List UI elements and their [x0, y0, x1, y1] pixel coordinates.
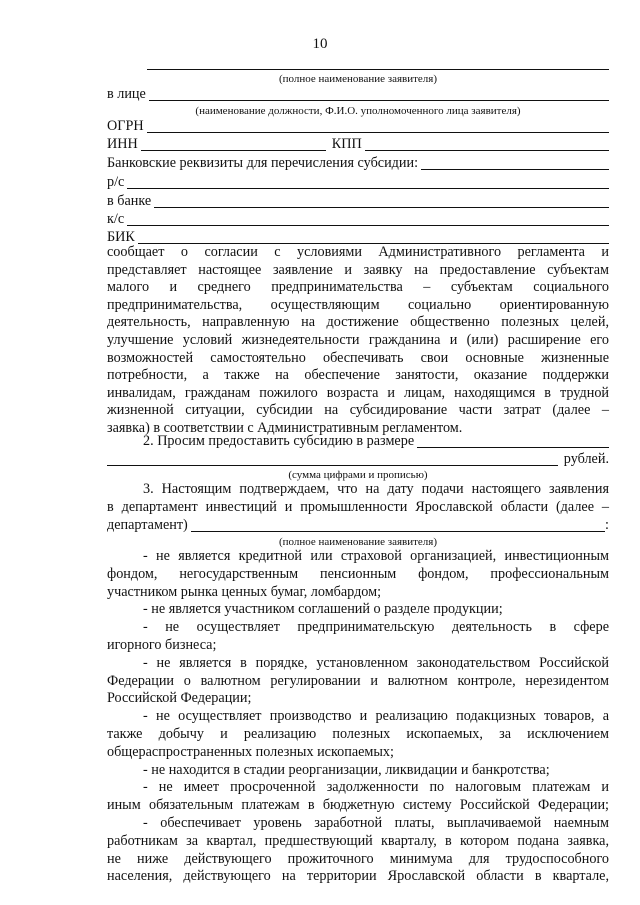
applicant-name-field — [147, 56, 609, 70]
text-line: предпринимательства, осуществляющим социально ориентированную — [107, 296, 609, 313]
applicant-full-name-caption: (полное наименование заявителя) — [278, 536, 438, 548]
conditions-list — [107, 548, 609, 886]
text-line: потребности, а также на обеспечение занятости, оказание поддержки — [107, 367, 609, 384]
condition-line: также добычу и реализацию полезных ископаемых, за исключением — [107, 725, 609, 742]
subsidy-amount-field — [417, 434, 609, 448]
text-line: инвалидам, гражданам пожилого возраста и лицам, находящимся в трудной — [107, 384, 609, 401]
condition-line: работникам за квартал, предшествующий кварталу, в котором подана заявка, — [107, 832, 609, 849]
ks-field — [127, 212, 609, 226]
condition-line: Российской Федерации; — [107, 690, 252, 707]
item2-text: 2. Просим предоставить субсидию в размере — [143, 433, 415, 449]
item3-paragraph — [107, 481, 609, 516]
condition-line: общераспространенных полезных ископаемых; — [107, 743, 394, 760]
text-line: деятельность, направленную на достижение общественно полезных целей, — [107, 314, 609, 331]
condition-line: - не является в порядке, установленном законодательством Российской — [143, 654, 609, 671]
ogrn-label: ОГРН — [107, 118, 144, 134]
bank-line — [107, 192, 609, 211]
official-caption: (наименование должности, Ф.И.О. уполномоченного лица заявителя) — [195, 105, 521, 117]
applicant-name-line — [107, 54, 609, 73]
in-person-line — [107, 85, 609, 104]
amount-caption: (сумма цифрами и прописью) — [288, 469, 428, 481]
colon-label: : — [605, 517, 609, 533]
condition-line: участником рынка ценных бумаг, ломбардом; — [107, 583, 382, 600]
condition-line: не ниже действующего прожиточного минимума для трудоспособного — [107, 850, 609, 867]
subsidy-amount-words-field — [107, 452, 558, 466]
text-line: сообщает о согласии с условиями Административного регламента и — [107, 244, 609, 260]
condition-line: - не осуществляет предпринимательскую деятельность в сфере — [143, 619, 609, 636]
in-person-field — [149, 87, 609, 101]
text-line: в департамент инвестиций и промышленности Ярославской области (далее – — [107, 498, 609, 515]
inn-field — [141, 137, 326, 151]
condition-line: игорного бизнеса; — [107, 636, 217, 653]
inn-kpp-line — [107, 135, 609, 154]
kpp-label: КПП — [331, 136, 362, 152]
bik-field — [138, 230, 609, 244]
condition-line: - не осуществляет производство и реализацию подакцизных товаров, а — [143, 708, 609, 725]
condition-line: иным обязательным платежам в бюджетную систему Российской Федерации; — [107, 797, 609, 814]
bank-details-field — [421, 156, 609, 170]
text-line: представляет настоящее заявление и заявку на предоставление субъектам — [107, 261, 609, 278]
ogrn-field — [147, 119, 609, 133]
condition-line: - не является участником соглашений о разделе продукции; — [143, 601, 503, 618]
condition-line: - обеспечивает уровень заработной платы, выплачиваемой наемным — [143, 814, 609, 831]
condition-line: фондом, негосударственным пенсионным фондом, профессиональным — [107, 565, 609, 582]
text-line: малого и среднего предпринимательства – субъектам социального — [107, 279, 609, 296]
page-number: 10 — [312, 36, 328, 52]
item2-amount-line — [107, 450, 609, 469]
in-person-label: в лице — [107, 86, 146, 102]
condition-line: - не имеет просроченной задолженности по налоговым платежам и — [143, 779, 609, 796]
inn-label: ИНН — [107, 136, 138, 152]
bik-label: БИК — [107, 229, 135, 245]
condition-line: - не является кредитной или страховой организацией, инвестиционным — [143, 548, 609, 564]
bank-details-line — [107, 154, 609, 173]
bank-field — [154, 194, 609, 208]
applicant-caption: (полное наименование заявителя) — [278, 73, 438, 85]
ks-label: к/с — [107, 211, 125, 227]
text-line: возможностей самостоятельно обеспечивать свои основные жизненные — [107, 349, 609, 366]
department-label: департамент) — [107, 517, 188, 533]
item2-line — [143, 432, 609, 451]
condition-line: населения, действующего на территории Ярославской области в квартале, — [107, 868, 609, 885]
text-line: заявка) в соответствии с Административным регламентом. — [107, 419, 463, 436]
rs-label: р/с — [107, 174, 125, 190]
condition-line: Федерации о валютном регулировании и валютном контроле, нерезидентом — [107, 672, 609, 689]
kpp-field — [365, 137, 609, 151]
rubles-label: рублей. — [563, 451, 609, 467]
text-line: улучшение условий жизнедеятельности гражданина и (или) расширение его — [107, 331, 609, 348]
bank-label: в банке — [107, 193, 152, 209]
ogrn-line — [107, 117, 609, 136]
text-line: жизненной ситуации, субсидии на субсидирование части затрат (далее – — [107, 402, 609, 419]
rs-field — [127, 175, 609, 189]
item3-department-line — [107, 516, 609, 535]
rs-line — [107, 173, 609, 192]
intro-paragraph — [107, 244, 609, 438]
applicant-full-name-field — [191, 518, 605, 532]
bank-details-label: Банковские реквизиты для перечисления субсидии: — [107, 155, 419, 171]
condition-line: - не находится в стадии реорганизации, ликвидации и банкротства; — [143, 761, 550, 778]
ks-line — [107, 210, 609, 229]
text-line: 3. Настоящим подтверждаем, что на дату подачи настоящего заявления — [143, 481, 609, 497]
